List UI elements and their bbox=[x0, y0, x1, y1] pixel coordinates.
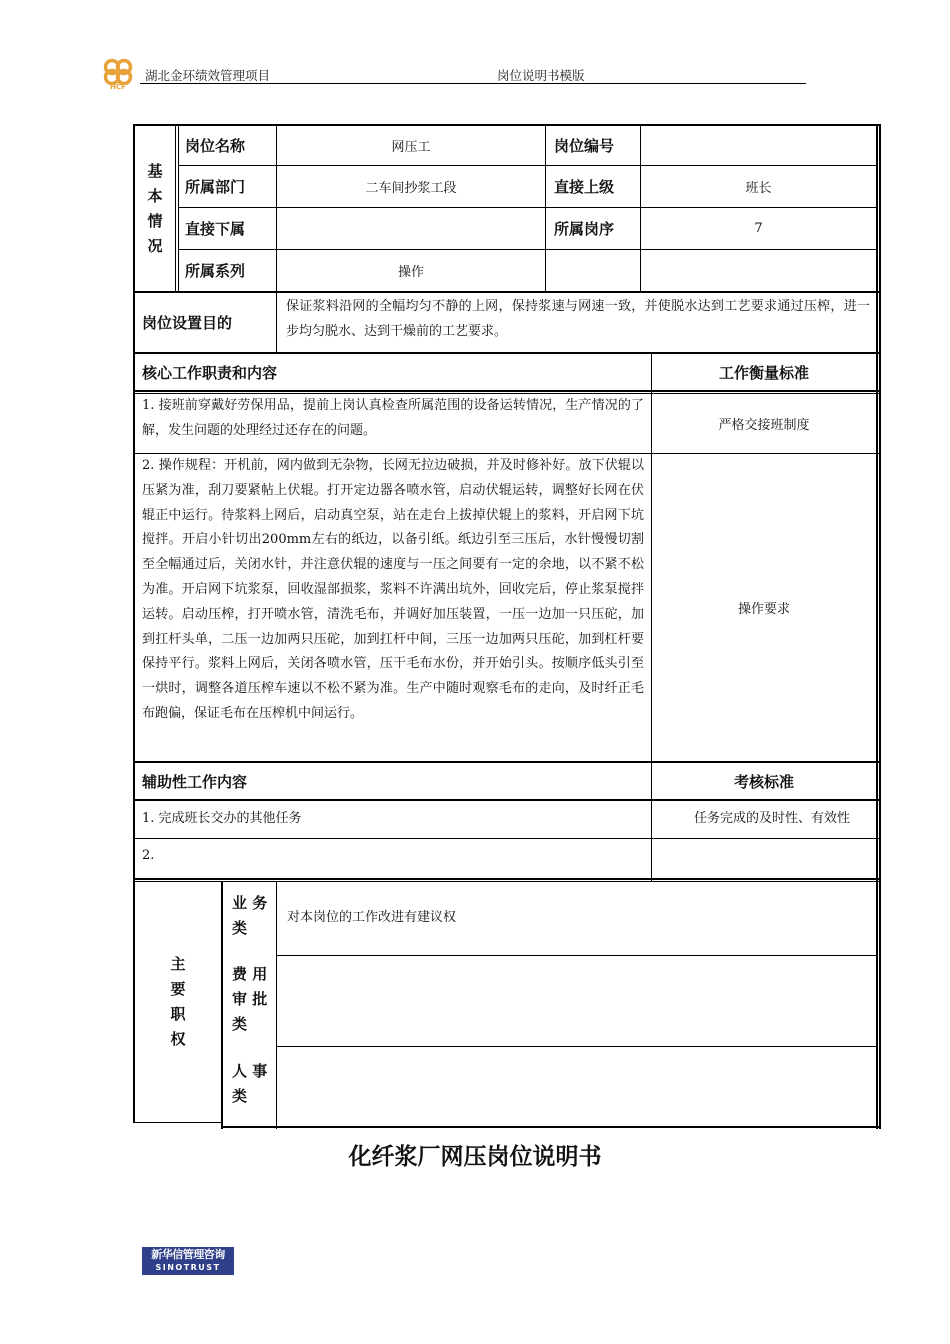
purpose-text: 保证浆料沿网的全幅均匀不静的上网，保持浆速与网速一致，并使脱水达到工艺要求通过压榨，进一步均匀脱水、达到干燥前的工艺要求。 bbox=[286, 299, 870, 339]
label-series: 所属系列 bbox=[185, 262, 246, 280]
header-doc-type: 岗位说明书模版 bbox=[497, 68, 585, 83]
value-series: 操作 bbox=[397, 265, 424, 280]
value-subordinates bbox=[277, 208, 545, 249]
value-direct-superior: 班长 bbox=[745, 181, 772, 196]
basic-info-section-label: 基 本 情 况 bbox=[147, 161, 163, 255]
consultancy-logo-cn: 新华信管理咨询 bbox=[151, 1248, 225, 1261]
authority-section-label: 主 要 职 权 bbox=[170, 955, 186, 1048]
core-duty-1: 1. 接班前穿戴好劳保用品，提前上岗认真检查所属范围的设备运转情况，生产情况的了解，发生问题的处理经过还存在的问题。 bbox=[142, 398, 644, 438]
label-position-code: 岗位编号 bbox=[554, 137, 615, 155]
consultancy-logo-en: SINOTRUST bbox=[155, 1263, 221, 1272]
aux-standard-1: 任务完成的及时性、有效性 bbox=[694, 810, 851, 826]
label-direct-superior: 直接上级 bbox=[554, 178, 615, 196]
authority-label-business: 业 务 类 bbox=[232, 894, 268, 937]
aux-duty-1: 1. 完成班长交办的其他任务 bbox=[142, 810, 302, 826]
label-empty bbox=[554, 250, 640, 291]
document-title: 化纤浆厂网压岗位说明书 bbox=[348, 1144, 602, 1170]
label-department: 所属部门 bbox=[185, 178, 246, 196]
purpose-label: 岗位设置目的 bbox=[142, 314, 233, 332]
value-position-name: 网压工 bbox=[391, 140, 431, 155]
header-rule bbox=[140, 83, 806, 84]
authority-label-expense: 费 用 审 批 类 bbox=[232, 965, 268, 1033]
aux-standard-2 bbox=[660, 839, 874, 871]
logo-text: HCF bbox=[110, 83, 126, 91]
label-position-rank: 所属岗序 bbox=[554, 220, 615, 238]
header-project: 湖北金环绩效管理项目 bbox=[145, 68, 271, 83]
label-subordinates: 直接下属 bbox=[185, 220, 246, 238]
authority-label-personnel: 人 事 类 bbox=[232, 1062, 268, 1105]
aux-duties-header: 辅助性工作内容 bbox=[142, 772, 248, 791]
authority-text-business: 对本岗位的工作改进有建议权 bbox=[287, 910, 457, 925]
core-standard-header: 工作衡量标准 bbox=[718, 363, 809, 382]
company-logo bbox=[100, 55, 136, 91]
value-position-code bbox=[641, 126, 876, 165]
aux-standard-header: 考核标准 bbox=[733, 772, 794, 791]
core-standard-1: 严格交接班制度 bbox=[718, 418, 810, 433]
value-empty bbox=[641, 250, 876, 291]
label-position-name: 岗位名称 bbox=[185, 137, 246, 155]
core-duties-header: 核心工作职责和内容 bbox=[142, 363, 278, 382]
value-position-rank: 7 bbox=[754, 221, 763, 236]
consultancy-logo bbox=[142, 1247, 234, 1275]
value-department: 二车间抄浆工段 bbox=[365, 181, 457, 196]
core-standard-2: 操作要求 bbox=[737, 602, 790, 617]
core-duty-2: 2. 操作规程：开机前，网内做到无杂物，长网无拉边破损，并及时修补好。放下伏辊以压紧为准，刮刀要紧帖上伏辊。打开定边器各喷水管，启动伏辊运转，调整好长网在伏辊正中运行。待浆料上网后，启动真空泵，站在走台上拔掉伏辊上的浆料，开启网下坑搅拌。开启小针切出200mm左右的纸边，以备引纸。纸边引至三压后，水针慢慢切割至全幅通过后，关闭水针，并注意伏辊的速度与一压之间要有一定的余地，以不紧不松为准。开启网下坑浆泵，回收湿部损浆，浆料不许满出坑外，回收完后，停止浆泵搅拌运转。启动压榨，打开喷水管，清洗毛布，并调好加压装置，一压一边加一只压砣，加到扛杆头单，二压一边加两只压砣，加到扛杆中间，三压一边加两只压砣，加到杠杆要保持平行。浆料上网后，关闭各喷水管，压干毛布水份，并开始引头。按顺序低头引至一烘时，调整各道压榨车速以不松不紧为准。生产中随时观察毛布的走向，及时纤正毛布跑偏，保证毛布在压榨机中间运行。 bbox=[142, 458, 644, 721]
aux-duty-2: 2. bbox=[142, 847, 155, 863]
